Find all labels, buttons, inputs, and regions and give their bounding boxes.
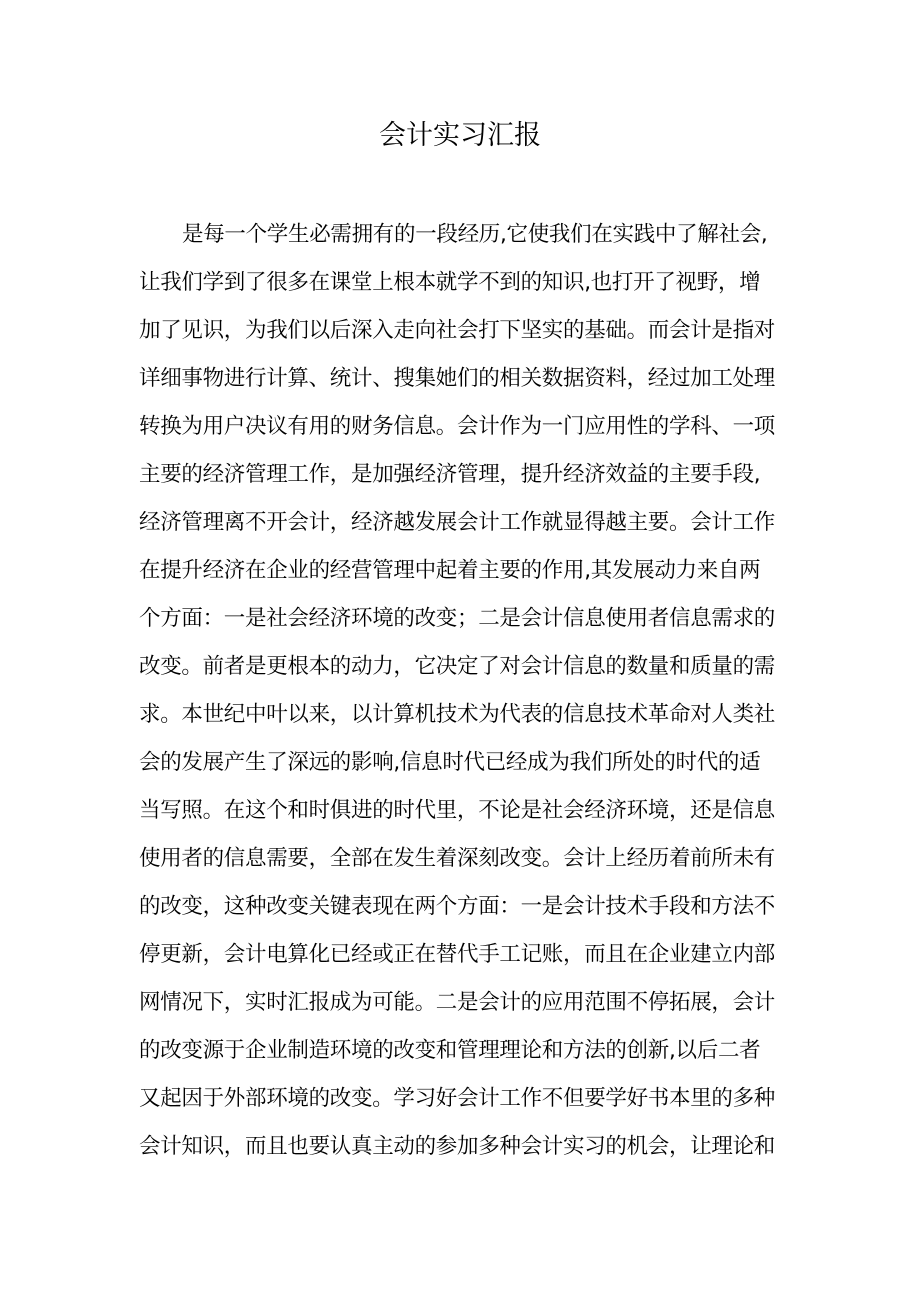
text-line: 转换为用户决议有用的财务信息。会计作为一门应用性的学科、一项 (139, 414, 776, 439)
text-line: 主要的经济管理工作，是加强经济管理，提升经济效益的主要手段, (139, 462, 761, 487)
document-title: 会计实习汇报 (379, 120, 541, 151)
text-line: 改变。前者是更根本的动力，它决定了对会计信息的数量和质量的需 (139, 654, 776, 679)
text-line: 求。本世纪中叶以来，以计算机技术为代表的信息技术革命对人类社 (139, 702, 776, 727)
text-line: 在提升经济在企业的经营管理中起着主要的作用,其发展动力来自两 (139, 558, 761, 583)
text-line: 让我们学到了很多在课堂上根本就学不到的知识,也打开了视野，增 (139, 270, 761, 295)
text-line: 会计知识，而且也要认真主动的参加多种会计实习的机会，让理论和 (139, 1134, 776, 1159)
text-line: 经济管理离不开会计，经济越发展会计工作就显得越主要。会计工作 (139, 510, 776, 535)
text-line: 又起因于外部环境的改变。学习好会计工作不但要学好书本里的多种 (139, 1086, 776, 1111)
text-line: 当写照。在这个和时俱进的时代里，不论是社会经济环境，还是信息 (139, 798, 776, 823)
body-paragraph (139, 211, 799, 1171)
text-line: 网情况下，实时汇报成为可能。二是会计的应用范围不停拓展，会计 (139, 990, 776, 1015)
text-line: 个方面：一是社会经济环境的改变；二是会计信息使用者信息需求的 (139, 606, 776, 631)
text-line: 是每一个学生必需拥有的一段经历,它使我们在实践中了解社会, (182, 222, 768, 247)
text-line: 使用者的信息需要，全部在发生着深刻改变。会计上经历着前所未有 (139, 846, 776, 871)
text-line: 的改变源于企业制造环境的改变和管理理论和方法的创新,以后二者 (139, 1038, 761, 1063)
text-line: 详细事物进行计算、统计、搜集她们的相关数据资料，经过加工处理 (139, 366, 776, 391)
text-line: 会的发展产生了深远的影响,信息时代已经成为我们所处的时代的适 (139, 750, 761, 775)
text-line: 的改变，这种改变关键表现在两个方面：一是会计技术手段和方法不 (139, 894, 776, 919)
text-line: 加了见识，为我们以后深入走向社会打下坚实的基础。而会计是指对 (139, 318, 776, 343)
text-line: 停更新，会计电算化已经或正在替代手工记账，而且在企业建立内部 (139, 942, 776, 967)
